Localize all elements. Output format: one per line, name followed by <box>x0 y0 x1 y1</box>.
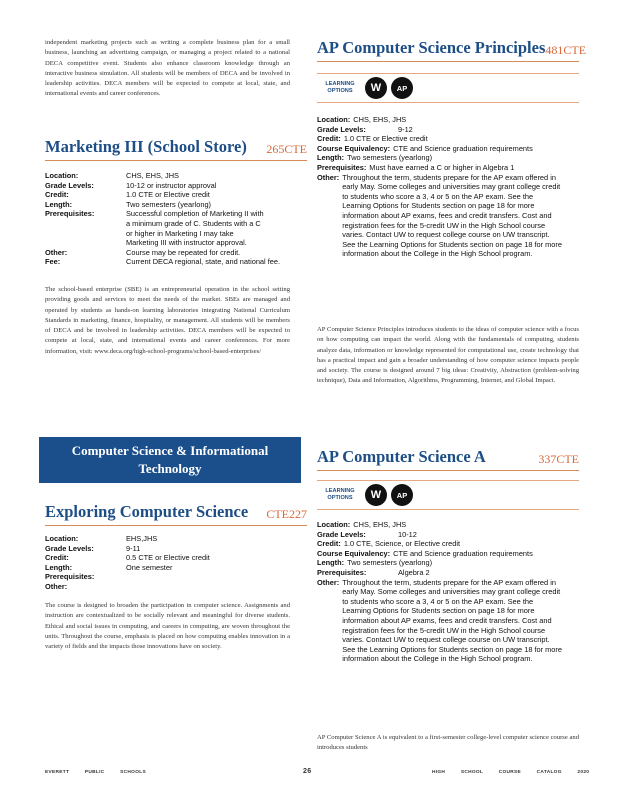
csa-header <box>317 447 579 471</box>
info-label: Grade Levels: <box>317 529 366 539</box>
course-code: 337CTE <box>538 452 579 466</box>
info-label: Course Equivalency: <box>317 143 391 153</box>
info-value <box>126 572 285 582</box>
info-label: Credit: <box>45 553 69 563</box>
info-label: Fee: <box>45 257 61 267</box>
info-row <box>317 153 563 163</box>
info-value: Two semesters (yearlong) <box>126 199 212 209</box>
info-label: Location: <box>45 171 79 180</box>
info-label: Course Equivalency: <box>317 548 391 558</box>
marketing3-description: The school-based enterprise (SBE) is an entrepreneurial operation in the school setting providing goods and services to meet the needs of the market. SBEs are managed and operated by students as hands-on learning laboratories integrating National Curriculum Standards in marketing, finance, hospitality, or management. All students will be members of DECA and be involved in leadership activities. DECA members will be expected to compete at local, state, and international events and career conferences. For more information, visit: www.deca.org/high-school-programs/school-based-enterprises/ <box>45 286 290 355</box>
info-row <box>317 163 563 173</box>
info-label: Location: <box>45 534 79 543</box>
info-row <box>45 563 285 573</box>
info-value: 0.5 CTE or Elective credit <box>126 553 210 563</box>
info-value: CTE and Science graduation requirements <box>393 548 533 558</box>
info-value: 1.0 CTE, Science, or Elective credit <box>343 539 461 549</box>
info-label: Credit: <box>317 539 341 549</box>
footer-left: EVERETT PUBLIC SCHOOLS <box>45 770 146 775</box>
info-row <box>317 539 563 549</box>
info-value: Two semesters (yearlong) <box>347 558 433 568</box>
info-value: 10-12 <box>398 529 417 539</box>
info-label: Other: <box>317 172 340 182</box>
info-row <box>45 572 285 582</box>
footer-right: HIGH SCHOOL COURSE CATALOG 2020 <box>432 770 590 775</box>
info-value: Course may be repeated for credit. <box>126 247 241 257</box>
page-number: 26 <box>303 768 312 775</box>
info-value: CHS, EHS, JHS <box>353 115 407 124</box>
info-value: Two semesters (yearlong) <box>347 153 433 163</box>
info-label: Length: <box>45 562 73 572</box>
info-label: Grade Levels: <box>45 543 94 553</box>
course-code: CTE227 <box>266 507 307 521</box>
ap-badge-icon: AP <box>391 77 413 99</box>
learning-options-group <box>319 77 413 99</box>
info-row <box>317 558 563 568</box>
info-label: Other: <box>317 577 340 587</box>
exploring-cs-header <box>45 502 307 526</box>
info-row <box>45 257 285 267</box>
csp-header <box>317 38 587 62</box>
w-badge-icon: W <box>365 77 387 99</box>
ap-badge-icon: AP <box>391 484 413 506</box>
info-label: Grade Levels: <box>317 124 366 134</box>
info-label: Length: <box>317 153 345 163</box>
info-value: Successful completion of Marketing II with a minimum grade of C. Students with a C or higher in Marketing I may take Marketing III with instructor approval. <box>126 209 264 248</box>
info-value: Current DECA regional, state, and national fee. <box>126 257 281 267</box>
info-label: Prerequisites: <box>317 567 367 577</box>
info-label: Other: <box>45 581 68 591</box>
exploring-cs-description: The course is designed to broaden the participation in computer science. Assignments and instruction are contextualized to be socially relevant and meaningful for diverse students. Ethical and social issues in computing, and careers in computing, are woven throughout the units. Throughout the course, emphasis is placed on how computing enables innovation in a variety of fields and the impacts those innovations have on society. <box>45 602 290 651</box>
info-row <box>45 553 285 563</box>
intro-paragraph: independent marketing projects such as writing a complete business plan for a small business, launching an advertising campaign, or managing a project related to a national DECA competitive event. Students also enhance classroom knowledge through an interactive business simulation. All students will be members of DECA and be involved in leadership activities. DECA members will be expected to compete at local, state, and international events and career conferences. <box>45 39 290 98</box>
info-row <box>317 125 563 135</box>
info-value: One semester <box>126 562 173 572</box>
info-value: Throughout the term, students prepare for the AP exam offered in early May. Some colleges and universities may grant college credit to students who score a 3, 4 or 5 on the AP exam. See the Learning Options for Students section on page 18 for more information about AP exams, fees and credit transfers. Cost and registration fees for the 5-credit UW in the High School course varies. Contact UW to request college course on UW transcript. See the Learning Options for Students section on page 18 for more information about the College in the High School program. <box>342 577 562 664</box>
info-label: Length: <box>45 199 73 209</box>
info-value: 1.0 CTE or Elective credit <box>126 190 210 200</box>
info-row <box>45 248 285 258</box>
info-value: 9-12 <box>398 124 413 134</box>
csp-description: AP Computer Science Principles introduces students to the ideas of computer science with a focus on how computing can impact the world. Along with the fundamentals of computing, students analyze data, information or knowledge represented for computational use, create technology that has a practical impact and gain a broader understanding of how computer science impacts people and society. The course is designed around 7 big ideas: Creativity, Abstraction (problem-solving technique), Data and Information, Algorithms, Programming, Internet, and Global Impact. <box>317 326 579 385</box>
info-row <box>45 190 285 200</box>
csa-info <box>317 520 563 664</box>
w-badge-icon: W <box>365 484 387 506</box>
info-label: Grade Levels: <box>45 180 94 190</box>
info-value: CHS, EHS, JHS <box>353 520 407 529</box>
info-label: Other: <box>45 247 68 257</box>
info-row <box>317 520 563 530</box>
info-label: Credit: <box>45 190 69 200</box>
info-row <box>317 144 563 154</box>
course-title: AP Computer Science Principles <box>317 38 546 57</box>
csp-learning-options <box>317 73 579 103</box>
info-row <box>317 115 563 125</box>
exploring-cs-info <box>45 534 285 592</box>
info-value: Must have earned a C or higher in Algebra 1 <box>369 162 515 172</box>
info-value: CHS, EHS, JHS <box>126 171 179 180</box>
csp-info <box>317 115 563 259</box>
course-code: 481CTE <box>545 43 587 57</box>
info-label: Location: <box>317 115 351 124</box>
info-row <box>45 534 285 544</box>
info-value <box>126 582 285 592</box>
info-row <box>317 568 563 578</box>
learning-options-label: LEARNING OPTIONS <box>325 81 355 94</box>
info-row <box>45 171 285 181</box>
info-row <box>317 530 563 540</box>
learning-options-label: LEARNING OPTIONS <box>325 488 355 501</box>
course-title: Marketing III (School Store) <box>45 137 247 156</box>
csa-learning-options <box>317 480 579 510</box>
info-row <box>317 549 563 559</box>
marketing3-info <box>45 171 285 267</box>
csa-description: AP Computer Science A is equivalent to a first-semester college-level computer science course and introduces students <box>317 734 579 752</box>
section-banner: Computer Science & Informational Technology <box>39 437 301 483</box>
info-value: 10-12 or instructor approval <box>126 180 217 190</box>
info-row <box>45 582 285 592</box>
course-title: AP Computer Science A <box>317 447 486 466</box>
course-code: 265CTE <box>266 142 307 156</box>
info-row <box>45 200 285 210</box>
info-value: EHS,JHS <box>126 534 158 543</box>
info-value: Throughout the term, students prepare for the AP exam offered in early May. Some colleges and universities may grant college credit to students who score a 3, 4 or 5 on the AP exam. See the Learning Options for Students section on page 18 for more information about AP exams, fees and credit transfers. Cost and registration fees for the 5-credit UW in the High School course varies. Contact UW to request college course on UW transcript. See the Learning Options for Students section on page 18 for more information about the College in the High School program. <box>342 172 562 259</box>
info-row <box>317 134 563 144</box>
info-label: Location: <box>317 520 351 529</box>
info-row <box>45 209 285 247</box>
marketing3-header <box>45 137 307 161</box>
info-label: Length: <box>317 558 345 568</box>
info-value: CTE and Science graduation requirements <box>393 143 533 153</box>
info-row <box>317 173 563 259</box>
info-row <box>317 578 563 664</box>
info-row <box>45 181 285 191</box>
learning-options-group <box>319 484 413 506</box>
info-value: 9-11 <box>126 543 141 553</box>
info-label: Credit: <box>317 134 341 144</box>
info-label: Prerequisites: <box>317 162 367 172</box>
info-label: Prerequisites: <box>45 209 95 219</box>
info-row <box>45 544 285 554</box>
course-title: Exploring Computer Science <box>45 502 249 521</box>
info-label: Prerequisites: <box>45 572 95 582</box>
info-value: Algebra 2 <box>398 567 430 577</box>
info-value: 1.0 CTE or Elective credit <box>343 134 428 144</box>
